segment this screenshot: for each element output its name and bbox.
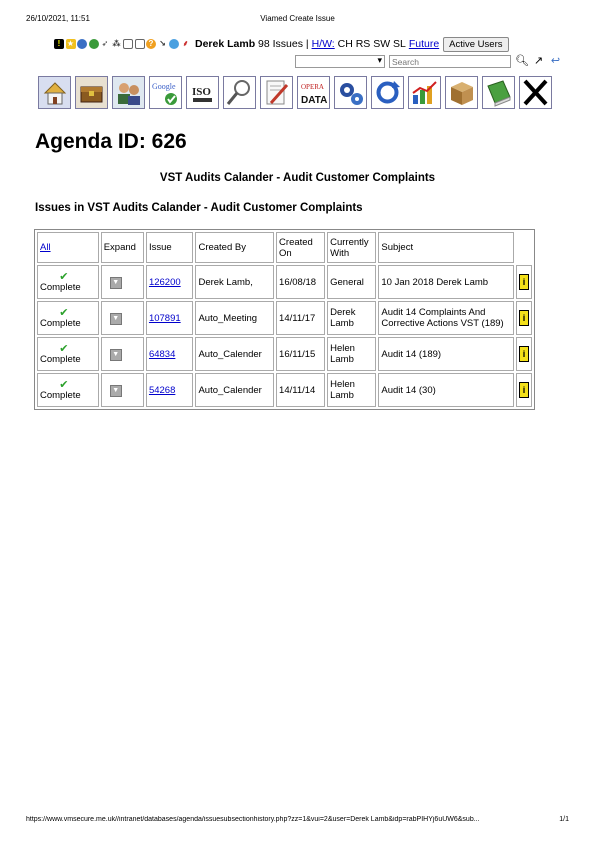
copy-icon[interactable]	[135, 39, 145, 49]
issues-count: 98 Issues	[258, 38, 303, 50]
arrow-icon[interactable]: ↘	[159, 39, 166, 48]
dependency-icon[interactable]: ⁂	[112, 39, 121, 48]
created-on: 16/08/18	[276, 265, 325, 299]
box-icon[interactable]	[445, 76, 478, 109]
back-icon[interactable]: ↩	[550, 55, 561, 67]
book-icon[interactable]	[482, 76, 515, 109]
all-filter-link[interactable]: All	[40, 242, 51, 253]
warning-icon[interactable]: !	[54, 39, 64, 49]
created-by: Auto_Meeting	[195, 301, 274, 335]
expand-icon[interactable]: ▼	[110, 313, 122, 325]
opera-data-icon[interactable]	[297, 76, 330, 109]
issue-link[interactable]: 126200	[148, 276, 181, 288]
header-created-by: Created By	[195, 232, 274, 263]
status-label: Complete	[40, 389, 81, 401]
iso-text: ISO	[192, 86, 211, 98]
table-row	[37, 373, 532, 407]
issue-link[interactable]: 107891	[148, 312, 181, 324]
header-currently-with: Currently With	[327, 232, 376, 263]
table-row	[37, 337, 532, 371]
header-expand: Expand	[101, 232, 144, 263]
help-icon[interactable]: ?	[146, 39, 156, 49]
created-on: 14/11/17	[276, 301, 325, 335]
subject: Audit 14 (30)	[378, 373, 514, 407]
external-link-icon[interactable]: ↗	[533, 55, 544, 67]
print-url: https://www.vmsecure.me.uk//intranet/databases/agenda/issuesubsectionhistory.php?zz=1&vui=2&user=Derek Lamb&idp=rabPIHYj6uUW6&sub...	[26, 816, 480, 823]
table-row	[37, 265, 532, 299]
print-date: 26/10/2021, 11:51	[26, 14, 90, 23]
magnifier-icon[interactable]	[223, 76, 256, 109]
hw-codes: CH RS SW SL	[337, 38, 406, 50]
send-icon[interactable]: ➶	[101, 39, 109, 48]
toolbar	[54, 36, 509, 52]
filter-select[interactable]	[295, 55, 385, 68]
iso-icon[interactable]	[186, 76, 219, 109]
issues-table	[34, 229, 535, 410]
google-text: Google	[152, 82, 176, 91]
status-cell	[37, 265, 99, 299]
page-title: Agenda ID: 626	[35, 130, 187, 153]
created-on: 14/11/14	[276, 373, 325, 407]
expand-cell	[101, 337, 144, 371]
info-icon[interactable]: i	[519, 346, 529, 362]
table-row	[37, 301, 532, 335]
expand-icon[interactable]: ▼	[110, 277, 122, 289]
users-icon[interactable]	[112, 76, 145, 109]
future-link[interactable]: Future	[408, 38, 440, 50]
globe-gear-icon[interactable]	[89, 39, 99, 49]
status-label: Complete	[40, 317, 81, 329]
subject: Audit 14 (189)	[378, 337, 514, 371]
expand-icon[interactable]: ▼	[110, 385, 122, 397]
chart-icon[interactable]	[408, 76, 441, 109]
status-cell	[37, 373, 99, 407]
home-icon[interactable]	[38, 76, 71, 109]
status-label: Complete	[40, 353, 81, 365]
grid-icon[interactable]	[123, 39, 133, 49]
header-issue: Issue	[146, 232, 194, 263]
check-icon: ✔	[59, 378, 69, 391]
check-icon: ✔	[59, 342, 69, 355]
header-info	[516, 232, 532, 263]
search-row	[295, 55, 562, 68]
expand-cell	[101, 265, 144, 299]
gears-icon[interactable]	[334, 76, 367, 109]
subject: Audit 14 Complaints And Corrective Actions VST (189)	[378, 301, 514, 335]
star-icon[interactable]: ★	[66, 39, 75, 48]
status-cell	[37, 301, 99, 335]
expand-cell	[101, 301, 144, 335]
treasure-chest-icon[interactable]	[75, 76, 108, 109]
currently-with: General	[327, 265, 376, 299]
expand-cell	[101, 373, 144, 407]
globe-icon[interactable]	[77, 39, 87, 49]
header-created-on: Created On	[276, 232, 325, 263]
status-label: Complete	[40, 281, 81, 293]
nav-iconbar	[38, 76, 556, 109]
info-icon[interactable]: i	[519, 310, 529, 326]
subject: 10 Jan 2018 Derek Lamb	[378, 265, 514, 299]
check-icon: ✔	[59, 270, 69, 283]
info-icon[interactable]: i	[519, 274, 529, 290]
created-by: Derek Lamb,	[195, 265, 274, 299]
expand-icon[interactable]: ▼	[110, 349, 122, 361]
currently-with: Helen Lamb	[327, 373, 376, 407]
issue-link[interactable]: 54268	[148, 384, 176, 396]
close-icon[interactable]	[519, 76, 552, 109]
currently-with: Derek Lamb	[327, 301, 376, 335]
created-by: Auto_Calender	[195, 337, 274, 371]
edit-icon[interactable]	[260, 76, 293, 109]
created-by: Auto_Calender	[195, 373, 274, 407]
google-icon[interactable]	[149, 76, 182, 109]
data-text: DATA	[301, 95, 328, 106]
active-users-button[interactable]: Active Users	[443, 37, 508, 52]
currently-with: Helen Lamb	[327, 337, 376, 371]
status-cell	[37, 337, 99, 371]
agenda-subtitle: VST Audits Calander - Audit Customer Complaints	[159, 172, 436, 184]
info-icon[interactable]: i	[519, 382, 529, 398]
section-title: Issues in VST Audits Calander - Audit Customer Complaints	[35, 202, 363, 214]
print-footer	[26, 816, 569, 826]
print-title: Viamed Create Issue	[260, 14, 335, 23]
opera-text: OPERA	[301, 83, 324, 91]
user-name: Derek Lamb	[195, 38, 256, 50]
check-icon: ✔	[59, 306, 69, 319]
chart-icon[interactable]: ⸙	[182, 39, 189, 48]
refresh-icon[interactable]	[371, 76, 404, 109]
issue-link[interactable]: 64834	[148, 348, 176, 360]
print-header	[26, 14, 569, 24]
table-header-row	[37, 232, 532, 263]
cloud-icon[interactable]	[169, 39, 179, 49]
search-icon[interactable]: 🔍︎	[515, 55, 529, 67]
search-input[interactable]	[389, 55, 511, 68]
separator: |	[305, 38, 309, 50]
hw-link[interactable]: H/W:	[311, 38, 335, 50]
created-on: 16/11/15	[276, 337, 325, 371]
header-subject: Subject	[378, 232, 514, 263]
page-number: 1/1	[559, 816, 569, 823]
